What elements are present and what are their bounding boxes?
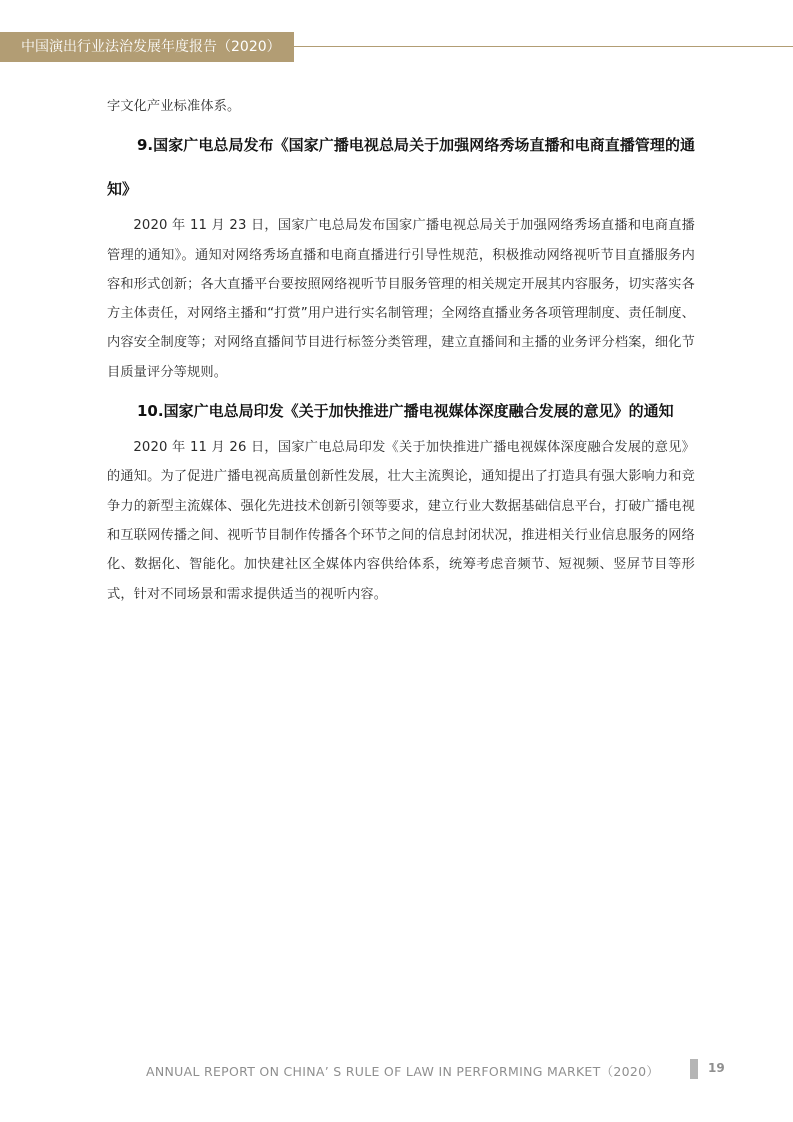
header-rule	[294, 46, 793, 47]
section-9-paragraph: 2020 年 11 月 23 日，国家广电总局发布国家广播电视总局关于加强网络秀场直播和电商直播管理的通知》。通知对网络秀场直播和电商直播进行引导性规范，积极推动网络视听节目直播服务内容和形式创新；各大直播平台要按照网络视听节目服务管理的相关规定开展其内容服务，切实落实各方主体责任，对网络主播和“打赏”用户进行实名制管理；全网络直播业务各项管理制度、责任制度、内容安全制度等；对网络直播间节目进行标签分类管理，建立直播间和主播的业务评分档案，细化节目质量评分等规则。	[107, 218, 695, 380]
section-9-heading: 9.国家广电总局发布《国家广播电视总局关于加强网络秀场直播和电商直播管理的通知》	[107, 136, 695, 199]
section-10-paragraph: 2020 年 11 月 26 日，国家广电总局印发《关于加快推进广播电视媒体深度融合发展的意见》的通知。为了促进广播电视高质量创新性发展，壮大主流舆论，通知提出了打造具有强大影响力和竞争力的新型主流媒体、强化先进技术创新引领等要求，建立行业大数据基础信息平台，打破广播电视和互联网传播之间、视听节目制作传播各个环节之间的信息封闭状况，推进相关行业信息服务的网络化、数据化、智能化。加快建社区全媒体内容供给体系，统筹考虑音频节、短视频、竖屏节目等形式，针对不同场景和需求提供适当的视听内容。	[107, 440, 695, 602]
page-body	[107, 92, 695, 609]
running-footer-title: ANNUAL REPORT ON CHINA’ S RULE OF LAW IN PERFORMING MARKET（2020）	[146, 1064, 660, 1079]
running-header-title: 中国演出行业法治发展年度报告（2020）	[21, 39, 281, 55]
footer-bar	[690, 1059, 698, 1079]
page-number: 19	[708, 1061, 725, 1075]
section-10-heading: 10.国家广电总局印发《关于加快推进广播电视媒体深度融合发展的意见》的通知	[137, 402, 674, 421]
continuation-text: 字文化产业标准体系。	[107, 99, 241, 114]
